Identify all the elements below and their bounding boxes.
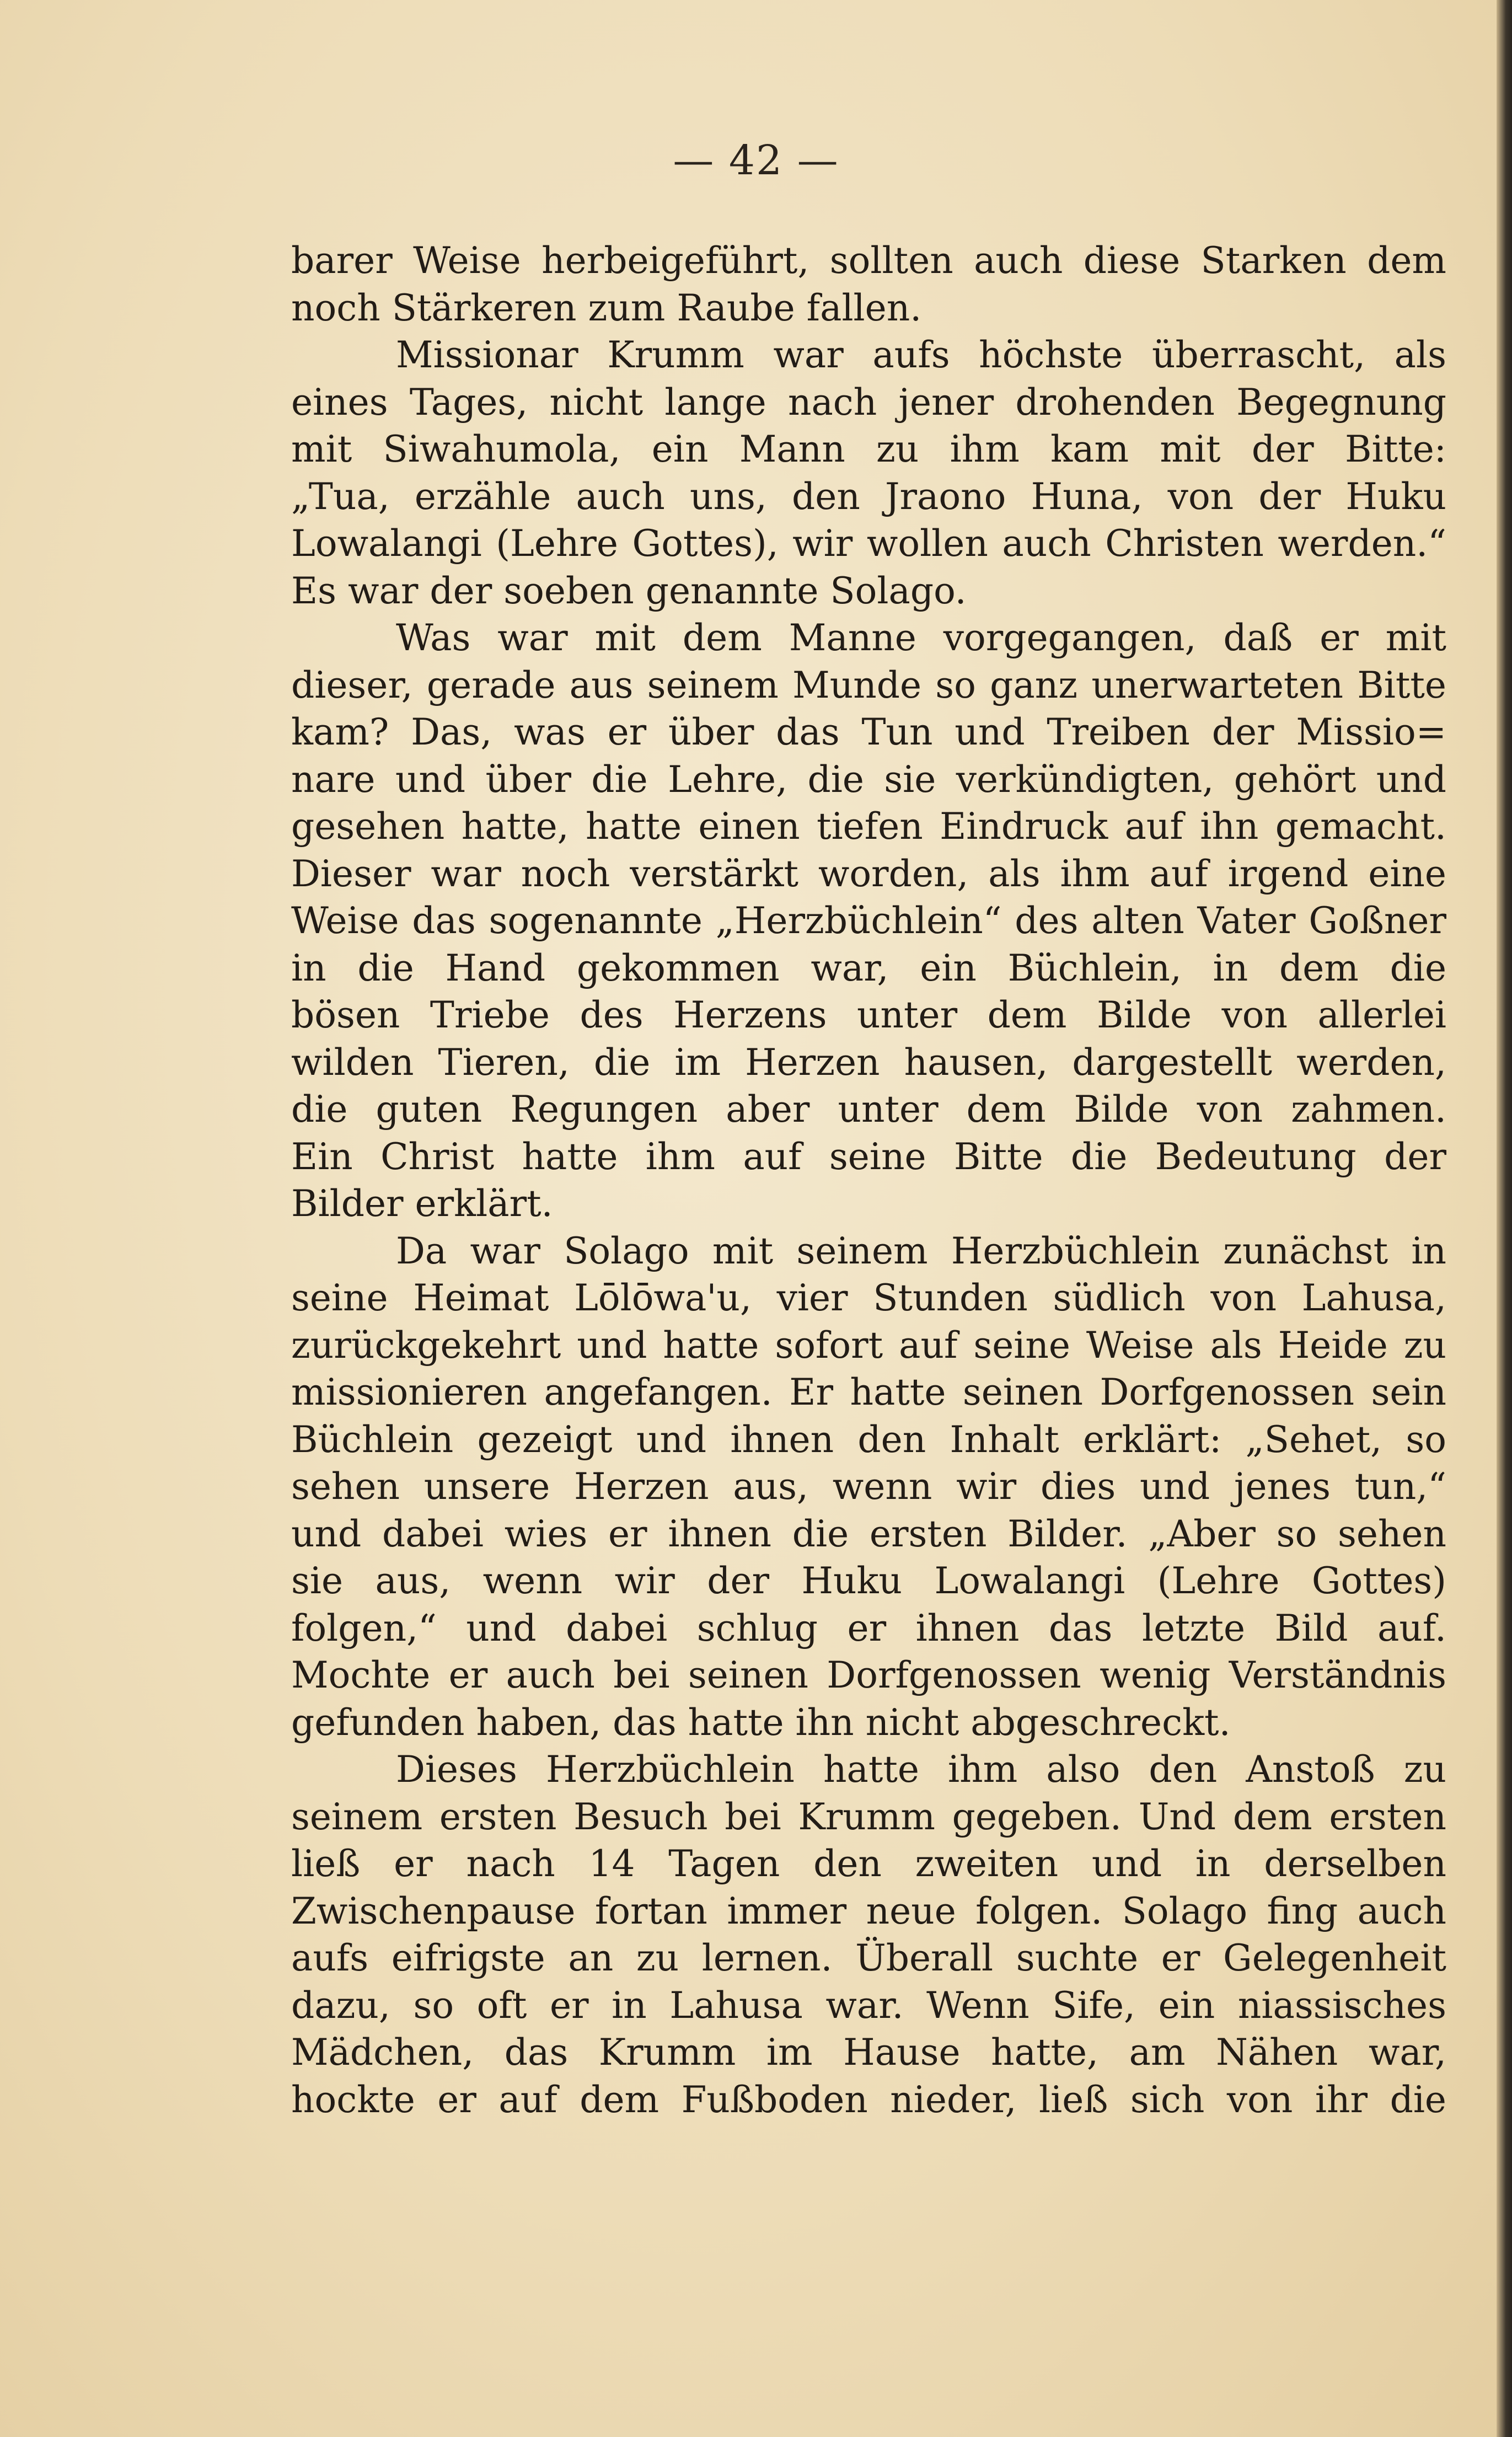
text-line: ließ er nach 14 Tagen den zweiten und in derselben [291, 1843, 1446, 1885]
text-line: zurückgekehrt und hatte sofort auf seine Weise als Heide zu [291, 1324, 1446, 1367]
text-line: dieser, gerade aus seinem Munde so ganz unerwarteten Bitte [291, 663, 1446, 706]
text-line: Missionar Krumm war aufs höchste überrascht, als [396, 334, 1446, 376]
text-line: dazu, so oft er in Lahusa war. Wenn Sife, ein niassisches [291, 1984, 1446, 2027]
text-line: Mädchen, das Krumm im Hause hatte, am Nähen war, [291, 2031, 1446, 2074]
text-line: Büchlein gezeigt und ihnen den Inhalt erklärt: „Sehet, so [291, 1418, 1446, 1461]
text-line: folgen,“ und dabei schlug er ihnen das letzte Bild auf. [291, 1606, 1446, 1649]
text-line: „Tua, erzähle auch uns, den Jraono Huna, von der Huku [291, 475, 1446, 518]
text-line: Da war Solago mit seinem Herzbüchlein zunächst in [396, 1229, 1446, 1272]
text-line: Lowalangi (Lehre Gottes), wir wollen auch Christen werden.“ [291, 522, 1446, 565]
text-line: Zwischenpause fortan immer neue folgen. Solago fing auch [291, 1889, 1446, 1932]
text-line: noch Stärkeren zum Raube fallen. [291, 286, 922, 329]
text-line: in die Hand gekommen war, ein Büchlein, in dem die [291, 946, 1446, 989]
text-line: mit Siwahumola, ein Mann zu ihm kam mit der Bitte: [291, 428, 1446, 470]
text-line: hockte er auf dem Fußboden nieder, ließ sich von ihr die [291, 2078, 1446, 2121]
text-line: und dabei wies er ihnen die ersten Bilder. „Aber so sehen [291, 1512, 1446, 1555]
text-line: sehen unsere Herzen aus, wenn wir dies und jenes tun,“ [291, 1465, 1446, 1508]
body-text [291, 237, 1446, 2123]
text-line: gesehen hatte, hatte einen tiefen Eindruck auf ihn gemacht. [291, 805, 1446, 848]
text-line: sie aus, wenn wir der Huku Lowalangi (Lehre Gottes) [291, 1560, 1446, 1602]
text-line: seine Heimat Lōlōwa'u, vier Stunden südlich von Lahusa, [291, 1277, 1446, 1319]
text-line: nare und über die Lehre, die sie verkündigten, gehört und [291, 758, 1446, 801]
text-line: kam? Das, was er über das Tun und Treiben der Missio= [291, 711, 1446, 753]
text-line: Dieser war noch verstärkt worden, als ihm auf irgend eine [291, 852, 1446, 895]
text-line: eines Tages, nicht lange nach jener drohenden Begegnung [291, 381, 1446, 424]
page-edge-shadow [1497, 0, 1512, 2437]
text-line: seinem ersten Besuch bei Krumm gegeben. Und dem ersten [291, 1795, 1446, 1838]
text-line: Es war der soeben genannte Solago. [291, 569, 967, 612]
text-line: gefunden haben, das hatte ihn nicht abgeschreckt. [291, 1701, 1231, 1744]
text-line: Dieses Herzbüchlein hatte ihm also den Anstoß zu [396, 1748, 1446, 1791]
text-line: Ein Christ hatte ihm auf seine Bitte die Bedeutung der [291, 1135, 1446, 1178]
text-line: aufs eifrigste an zu lernen. Überall suchte er Gelegenheit [291, 1937, 1446, 1979]
text-line: barer Weise herbeigeführt, sollten auch diese Starken dem [291, 239, 1446, 282]
page-number: — 42 — [673, 137, 839, 184]
text-line: Weise das sogenannte „Herzbüchlein“ des alten Vater Goßner [291, 899, 1446, 942]
text-line: wilden Tieren, die im Herzen hausen, dargestellt werden, [291, 1041, 1446, 1084]
text-line: Was war mit dem Manne vorgegangen, daß er mit [396, 617, 1446, 659]
text-line: Bilder erklärt. [291, 1182, 553, 1225]
text-line: Mochte er auch bei seinen Dorfgenossen wenig Verständnis [291, 1654, 1446, 1696]
text-line: bösen Triebe des Herzens unter dem Bilde von allerlei [291, 994, 1446, 1036]
text-line: missionieren angefangen. Er hatte seinen Dorfgenossen sein [291, 1371, 1446, 1413]
text-line: die guten Regungen aber unter dem Bilde von zahmen. [291, 1088, 1446, 1131]
